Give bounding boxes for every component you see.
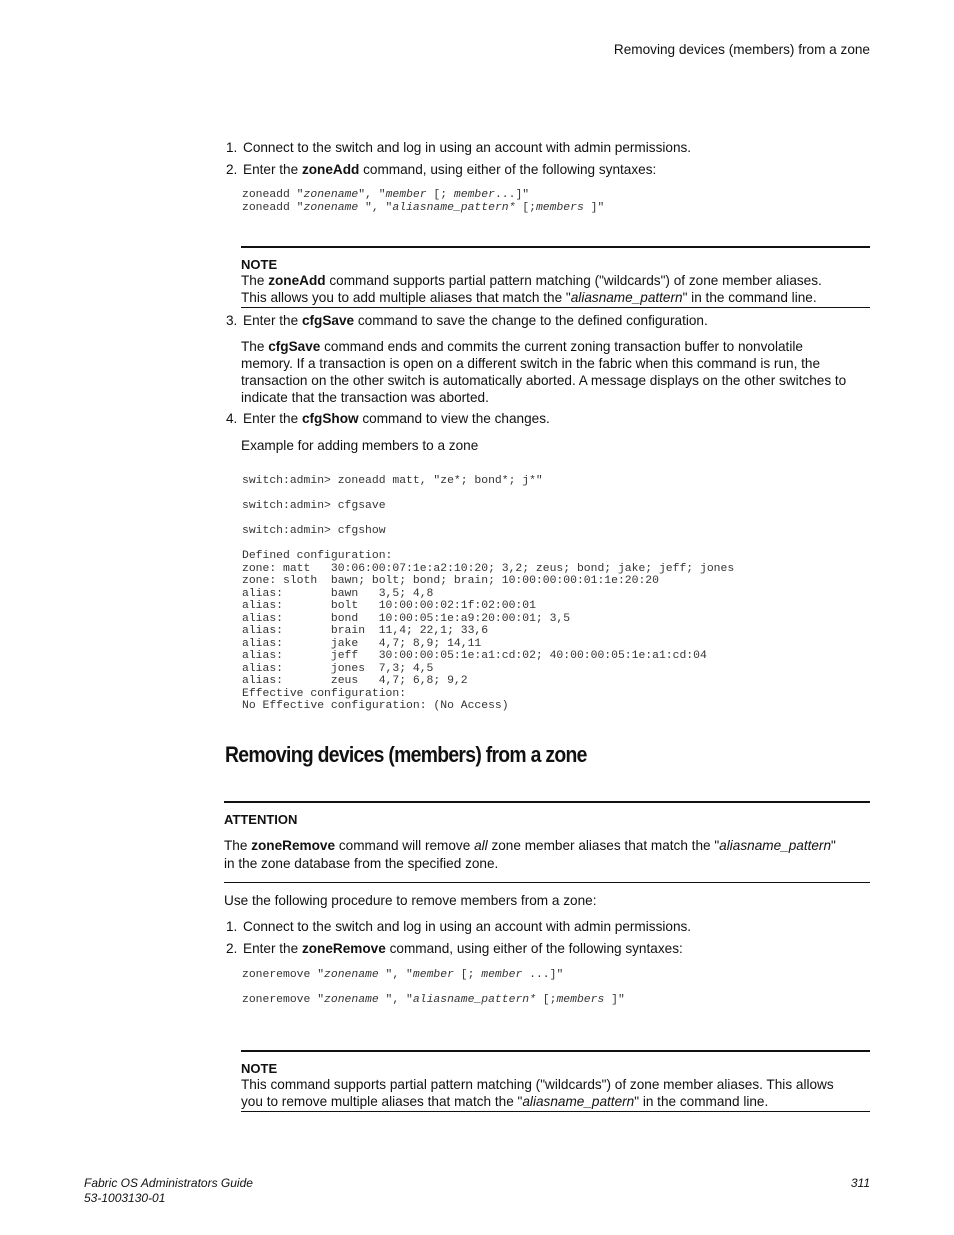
- note-text: The zoneAdd command supports partial pattern matching ("wildcards") of zone member aliases.: [241, 273, 822, 288]
- note-text: This allows you to add multiple aliases that match the "aliasname_pattern" in the command line.: [241, 290, 817, 305]
- attention-text: in the zone database from the specified zone.: [224, 856, 499, 871]
- code-line: alias: bawn 3,5; 4,8: [242, 587, 434, 600]
- code-line: alias: zeus 4,7; 6,8; 9,2: [242, 675, 468, 687]
- footer-doc-number: 53-1003130-01: [84, 1191, 166, 1205]
- list-item: 2. Enter the zoneRemove command, using either of the following syntaxes:: [226, 941, 683, 956]
- section-heading: Removing devices (members) from a zone: [225, 742, 587, 767]
- list-item: 1. Connect to the switch and log in using an account with admin permissions.: [226, 140, 692, 155]
- code-line: Defined configuration:: [242, 550, 393, 562]
- attention-text: The zoneRemove command will remove all zone member aliases that match the "aliasname_pattern": [224, 838, 836, 853]
- list-item: 4. Enter the cfgShow command to view the changes.: [226, 411, 550, 426]
- note-top-rule: [241, 1050, 870, 1052]
- note-bottom-rule: [241, 307, 870, 308]
- intro-text: Use the following procedure to remove members from a zone:: [224, 893, 597, 908]
- footer-page-number: 311: [850, 1176, 870, 1190]
- paragraph-line: The cfgSave command ends and commits the current zoning transaction buffer to nonvolatile: [241, 339, 803, 354]
- code-syntax-line: zoneadd "zonename", "member [; member...]": [242, 189, 530, 201]
- attention-top-rule: [224, 801, 870, 803]
- code-line: alias: bolt 10:00:00:02:1f:02:00:01: [242, 600, 536, 612]
- code-line: switch:admin> cfgshow: [242, 525, 386, 537]
- list-item: 1. Connect to the switch and log in using an account with admin permissions.: [226, 919, 692, 934]
- command-name: zoneAdd: [301, 162, 360, 177]
- code-line: switch:admin> cfgsave: [242, 500, 386, 512]
- code-line: alias: brain 11,4; 22,1; 33,6: [242, 625, 489, 637]
- attention-bottom-rule: [224, 882, 870, 883]
- paragraph-line: memory. If a transaction is open on a different switch in the fabric when this command is run, the: [241, 356, 821, 371]
- paragraph-line: transaction on the other switch is automatically aborted. A message displays on the other switches to: [241, 373, 847, 388]
- note-top-rule: [241, 246, 870, 248]
- paragraph-line: indicate that the transaction was aborted.: [241, 390, 489, 405]
- example-title: Example for adding members to a zone: [241, 438, 479, 453]
- list-item: 2. Enter the zoneAdd command, using either of the following syntaxes:: [226, 162, 657, 177]
- note-text: This command supports partial pattern matching ("wildcards") of zone member aliases. This allows: [241, 1077, 834, 1092]
- note-text: you to remove multiple aliases that match the "aliasname_pattern" in the command line.: [241, 1094, 769, 1109]
- code-line: alias: jones 7,3; 4,5: [242, 662, 434, 675]
- code-line: alias: jeff 30:00:00:05:1e:a1:cd:02; 40:00:00:05:1e:a1:cd:04: [242, 650, 707, 662]
- command-name: cfgShow: [301, 411, 359, 426]
- note-heading: NOTE: [241, 257, 278, 272]
- attention-heading: ATTENTION: [224, 812, 298, 827]
- code-line: alias: jake 4,7; 8,9; 14,11: [242, 637, 482, 650]
- code-output-block: [242, 550, 734, 713]
- code-line: zone: sloth bawn; bolt; bond; brain; 10:00:00:00:01:1e:20:20: [242, 575, 659, 587]
- code-syntax-line: zoneremove "zonename ", "member [; member ...]": [242, 969, 564, 981]
- note-heading: NOTE: [241, 1061, 278, 1076]
- running-header: Removing devices (members) from a zone: [613, 42, 870, 57]
- code-line: No Effective configuration: (No Access): [242, 700, 509, 712]
- command-name: zoneRemove: [301, 941, 386, 956]
- list-item: 3. Enter the cfgSave command to save the change to the defined configuration.: [226, 313, 708, 328]
- note-bottom-rule: [241, 1111, 870, 1112]
- code-syntax-line: zoneremove "zonename ", "aliasname_pattern* [;members ]": [242, 994, 625, 1006]
- code-syntax-line: zoneadd "zonename ", "aliasname_pattern* [;members ]": [242, 202, 605, 214]
- command-name: cfgSave: [301, 313, 355, 328]
- footer-book-title: Fabric OS Administrators Guide: [84, 1176, 253, 1190]
- code-line: alias: bond 10:00:05:1e:a9:20:00:01; 3,5: [242, 612, 571, 625]
- code-line: switch:admin> zoneadd matt, "ze*; bond*; j*": [242, 475, 543, 487]
- code-line: Effective configuration:: [242, 687, 407, 700]
- code-line: zone: matt 30:06:00:07:1e:a2:10:20; 3,2; zeus; bond; jake; jeff; jones: [242, 562, 735, 575]
